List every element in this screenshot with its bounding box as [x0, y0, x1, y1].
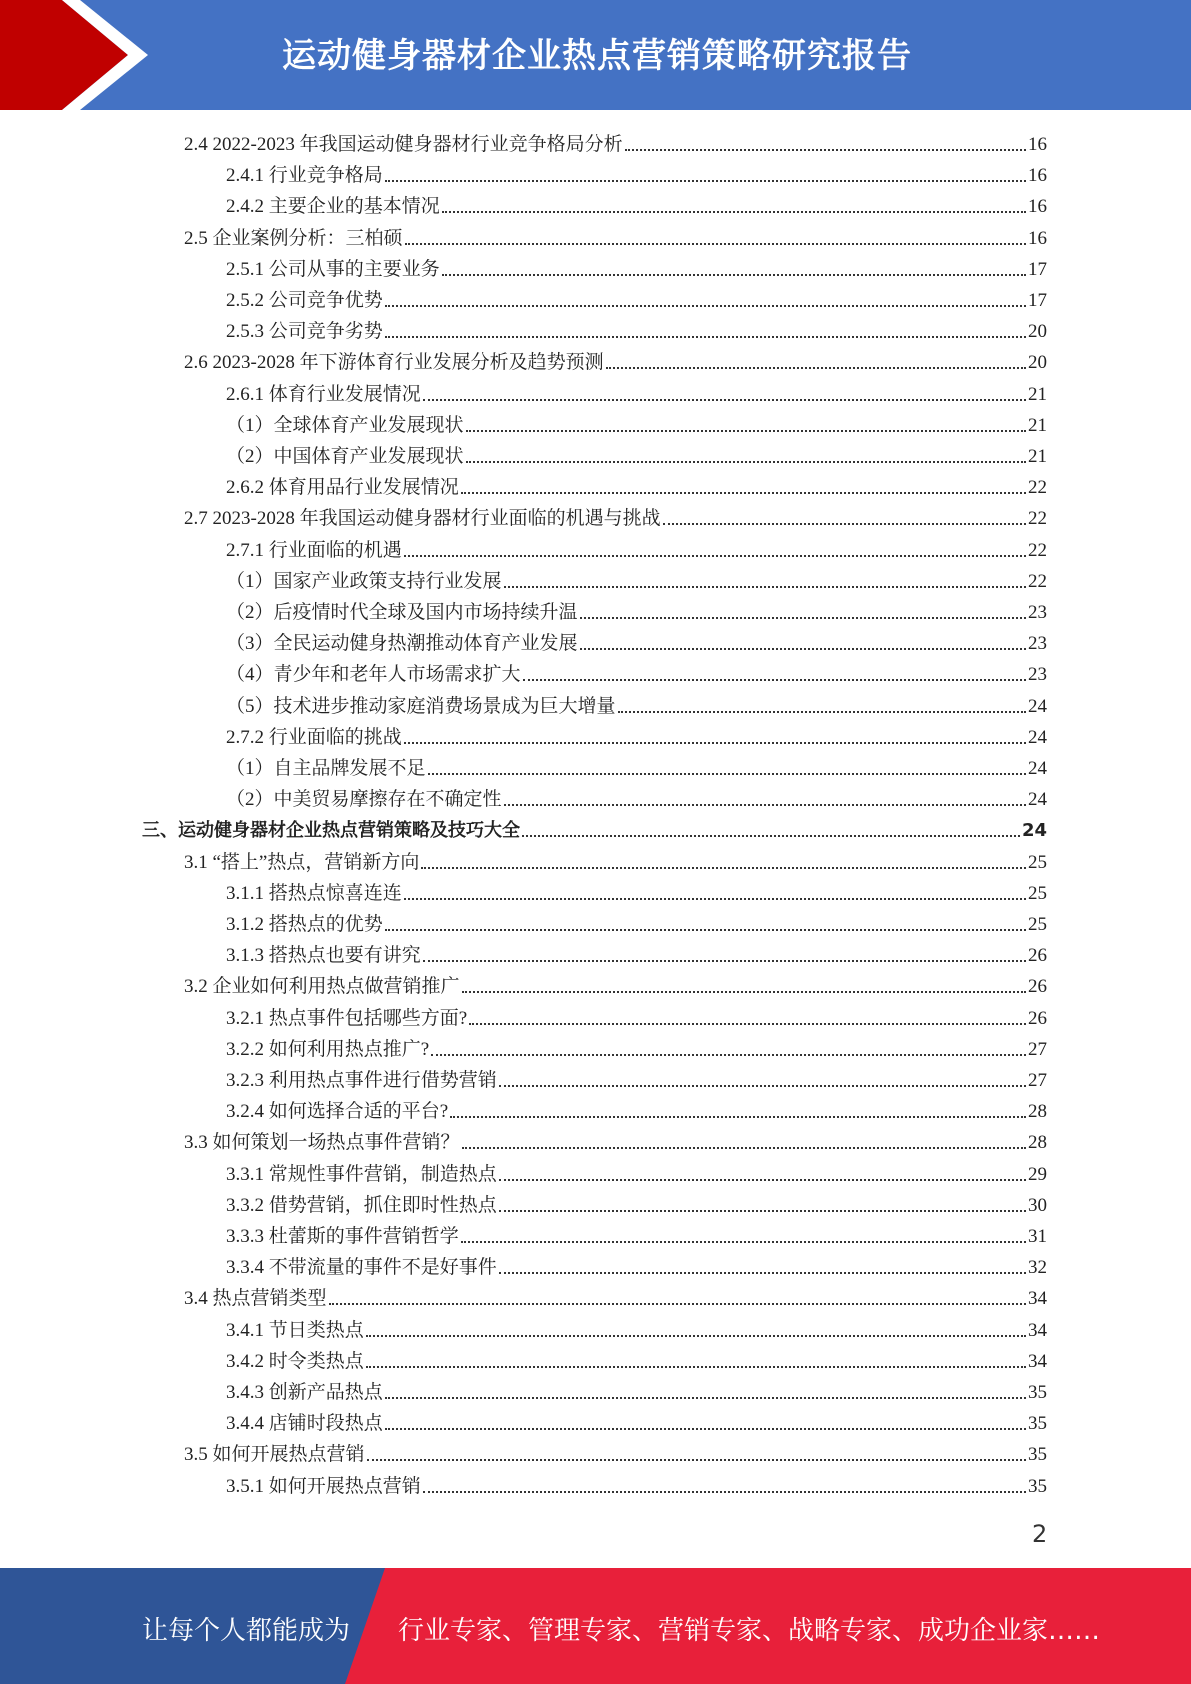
- toc-entry[interactable]: [226, 157, 1047, 188]
- toc-leader-dots: [499, 1084, 1026, 1087]
- toc-entry-title: （1）全球体育产业发展现状: [226, 414, 464, 436]
- toc-leader-dots: [522, 834, 1020, 837]
- toc-entry-title: 2.7.1 行业面临的机遇: [226, 539, 402, 561]
- toc-entry[interactable]: [226, 750, 1047, 781]
- toc-leader-dots: [499, 1209, 1026, 1212]
- toc-entry-page: 28: [1028, 1132, 1047, 1154]
- toc-entry-title: 2.5.2 公司竞争优势: [226, 290, 383, 311]
- toc-leader-dots: [523, 678, 1026, 681]
- toc-entry-page: 35: [1028, 1413, 1047, 1435]
- toc-leader-dots: [385, 1427, 1026, 1430]
- toc-entry[interactable]: [226, 1218, 1047, 1249]
- toc-leader-dots: [329, 1302, 1026, 1305]
- toc-entry-title: 3.5 如何开展热点营销: [184, 1444, 365, 1466]
- toc-entry-page: 22: [1028, 570, 1047, 592]
- toc-entry-title: 3.5.1 如何开展热点营销: [226, 1475, 421, 1497]
- toc-entry-page: 27: [1028, 1038, 1047, 1060]
- toc-leader-dots: [462, 1146, 1026, 1149]
- toc-entry-title: 3.2.3 利用热点事件进行借势营销: [226, 1070, 497, 1091]
- toc-leader-dots: [405, 242, 1026, 245]
- toc-entry[interactable]: [184, 500, 1047, 531]
- toc-entry-title: 2.6 2023-2028 年下游体育行业发展分析及趋势预测: [184, 352, 604, 374]
- toc-entry-page: 32: [1028, 1257, 1047, 1279]
- toc-entry[interactable]: [226, 781, 1047, 812]
- toc-entry-title: 3.2.2 如何利用热点推广?: [226, 1038, 430, 1060]
- page-number: 2: [1032, 1520, 1048, 1548]
- toc-leader-dots: [431, 1053, 1026, 1056]
- toc-leader-dots: [580, 616, 1026, 619]
- toc-entry-title: 2.5.3 公司竞争劣势: [226, 321, 383, 343]
- toc-entry-page: 24: [1028, 726, 1047, 748]
- toc-leader-dots: [461, 491, 1026, 494]
- toc-entry-title: 3.4.3 创新产品热点: [226, 1382, 383, 1403]
- toc-entry[interactable]: [226, 407, 1047, 438]
- toc-entry-page: 22: [1028, 477, 1047, 499]
- toc-entry[interactable]: [226, 1249, 1047, 1280]
- toc-entry-page: 35: [1028, 1382, 1047, 1403]
- toc-leader-dots: [423, 1490, 1026, 1493]
- toc-leader-dots: [385, 304, 1026, 307]
- toc-entry[interactable]: [184, 220, 1047, 251]
- toc-entry-title: 3.1.2 搭热点的优势: [226, 914, 383, 935]
- toc-leader-dots: [366, 1334, 1026, 1337]
- toc-entry-page: 24: [1028, 758, 1047, 779]
- toc-entry-page: 23: [1028, 602, 1047, 623]
- toc-entry[interactable]: [226, 313, 1047, 344]
- toc-entry[interactable]: [226, 532, 1047, 563]
- toc-entry-page: 25: [1028, 914, 1047, 935]
- footer-slogan-right: 行业专家、管理专家、营销专家、战略专家、成功企业家……: [398, 1616, 1101, 1646]
- toc-entry-page: 16: [1028, 196, 1047, 218]
- toc-entry-page: 20: [1028, 321, 1047, 343]
- toc-entry[interactable]: [226, 376, 1047, 407]
- toc-entry[interactable]: [184, 1124, 1047, 1155]
- toc-entry-title: （2）后疫情时代全球及国内市场持续升温: [226, 602, 578, 623]
- toc-entry[interactable]: [226, 1312, 1047, 1343]
- toc-entry[interactable]: [226, 1093, 1047, 1124]
- toc-entry[interactable]: [184, 968, 1047, 999]
- toc-leader-dots: [367, 1458, 1026, 1461]
- toc-entry-page: 26: [1028, 976, 1047, 998]
- toc-entry-title: 3.4.4 店铺时段热点: [226, 1413, 383, 1435]
- toc-entry-page: 25: [1028, 851, 1047, 873]
- arrow-decoration-icon: [0, 0, 160, 110]
- toc-entry[interactable]: [226, 594, 1047, 625]
- toc-entry[interactable]: [226, 1156, 1047, 1187]
- toc-entry[interactable]: [142, 812, 1047, 843]
- toc-entry-page: 29: [1028, 1163, 1047, 1185]
- toc-leader-dots: [423, 398, 1026, 401]
- toc-entry-page: 25: [1028, 882, 1047, 904]
- toc-entry-title: 3.4.1 节日类热点: [226, 1319, 364, 1341]
- toc-leader-dots: [499, 1178, 1026, 1181]
- toc-entry-page: 23: [1028, 633, 1047, 655]
- toc-entry-title: 3.4.2 时令类热点: [226, 1350, 364, 1372]
- toc-entry[interactable]: [184, 1436, 1047, 1467]
- toc-leader-dots: [404, 897, 1026, 900]
- toc-entry[interactable]: [226, 625, 1047, 656]
- toc-leader-dots: [461, 1240, 1026, 1243]
- toc-entry-title: 2.5 企业案例分析：三柏硕: [184, 227, 403, 249]
- toc-entry-page: 21: [1028, 383, 1047, 405]
- toc-entry[interactable]: [184, 126, 1047, 157]
- toc-entry-title: 3.3 如何策划一场热点事件营销？: [184, 1132, 460, 1154]
- toc-leader-dots: [450, 1115, 1026, 1118]
- toc-entry-page: 16: [1028, 227, 1047, 249]
- toc-leader-dots: [462, 990, 1026, 993]
- toc-leader-dots: [625, 148, 1026, 151]
- toc-leader-dots: [385, 1396, 1026, 1399]
- toc-entry[interactable]: [226, 1062, 1047, 1093]
- toc-entry[interactable]: [226, 1031, 1047, 1062]
- toc-entry[interactable]: [226, 1374, 1047, 1405]
- toc-entry-title: 3.3.3 杜蕾斯的事件营销哲学: [226, 1226, 459, 1247]
- page-header: [0, 0, 1191, 110]
- toc-entry-page: 21: [1028, 446, 1047, 467]
- toc-entry-title: 2.4.2 主要企业的基本情况: [226, 196, 440, 218]
- toc-entry-page: 17: [1028, 290, 1047, 311]
- toc-entry-title: （1）国家产业政策支持行业发展: [226, 570, 502, 592]
- toc-entry[interactable]: [226, 875, 1047, 906]
- toc-leader-dots: [404, 741, 1026, 744]
- toc-entry[interactable]: [226, 656, 1047, 687]
- toc-entry-page: 23: [1028, 664, 1047, 686]
- toc-entry-page: 21: [1028, 414, 1047, 436]
- toc-leader-dots: [385, 179, 1026, 182]
- toc-entry-title: （2）中国体育产业发展现状: [226, 446, 464, 467]
- toc-entry-title: 三、运动健身器材企业热点营销策略及技巧大全: [142, 820, 520, 842]
- toc-leader-dots: [442, 210, 1026, 213]
- toc-entry-page: 26: [1028, 1007, 1047, 1029]
- toc-entry-title: 3.3.2 借势营销，抓住即时性热点: [226, 1194, 497, 1216]
- toc-entry-title: 3.2 企业如何利用热点做营销推广: [184, 976, 460, 998]
- toc-leader-dots: [606, 366, 1026, 369]
- toc-leader-dots: [618, 710, 1026, 713]
- toc-entry-page: 22: [1028, 508, 1047, 530]
- toc-entry-title: 3.2.1 热点事件包括哪些方面?: [226, 1007, 468, 1029]
- toc-leader-dots: [469, 1022, 1026, 1025]
- toc-entry[interactable]: [226, 1000, 1047, 1031]
- toc-entry-title: 3.1 “搭上”热点，营销新方向: [184, 851, 420, 873]
- toc-entry-title: 2.7 2023-2028 年我国运动健身器材行业面临的机遇与挑战: [184, 508, 661, 530]
- footer-slogan-left: 让每个人都能成为: [142, 1616, 351, 1646]
- toc-leader-dots: [499, 1271, 1026, 1274]
- toc-entry[interactable]: [226, 469, 1047, 500]
- toc-entry-page: 24: [1028, 695, 1047, 717]
- toc-entry-title: 2.6.2 体育用品行业发展情况: [226, 477, 459, 499]
- toc-leader-dots: [504, 803, 1026, 806]
- page-footer: [0, 1568, 1191, 1684]
- toc-leader-dots: [366, 1365, 1026, 1368]
- toc-leader-dots: [385, 928, 1026, 931]
- toc-entry-page: 26: [1028, 945, 1047, 967]
- toc-entry-title: （1）自主品牌发展不足: [226, 758, 426, 779]
- toc-leader-dots: [504, 585, 1026, 588]
- toc-entry[interactable]: [226, 282, 1047, 313]
- toc-entry[interactable]: [226, 1468, 1047, 1499]
- toc-leader-dots: [580, 647, 1026, 650]
- toc-entry-title: （4）青少年和老年人市场需求扩大: [226, 664, 521, 686]
- toc-entry[interactable]: [226, 719, 1047, 750]
- toc-entry-title: （5）技术进步推动家庭消费场景成为巨大增量: [226, 695, 616, 717]
- toc-leader-dots: [466, 429, 1026, 432]
- toc-entry-page: 30: [1028, 1194, 1047, 1216]
- toc-entry-title: 2.6.1 体育行业发展情况: [226, 383, 421, 405]
- toc-entry-title: 3.1.1 搭热点惊喜连连: [226, 882, 402, 904]
- toc-entry[interactable]: [226, 906, 1047, 937]
- toc-entry-page: 34: [1028, 1350, 1047, 1372]
- toc-entry[interactable]: [226, 251, 1047, 282]
- toc-entry[interactable]: [226, 438, 1047, 469]
- toc-entry-page: 24: [1021, 820, 1047, 842]
- toc-entry[interactable]: [184, 344, 1047, 375]
- toc-entry-page: 31: [1028, 1226, 1047, 1247]
- toc-entry-page: 24: [1028, 789, 1047, 811]
- toc-leader-dots: [428, 772, 1026, 775]
- toc-entry[interactable]: [226, 937, 1047, 968]
- toc-entry-page: 16: [1028, 165, 1047, 187]
- toc-entry-page: 20: [1028, 352, 1047, 374]
- toc-leader-dots: [442, 273, 1026, 276]
- toc-entry[interactable]: [226, 1187, 1047, 1218]
- toc-entry[interactable]: [226, 188, 1047, 219]
- toc-entry[interactable]: [226, 1405, 1047, 1436]
- toc-entry-title: 3.1.3 搭热点也要有讲究: [226, 945, 421, 967]
- toc-entry-title: 3.4 热点营销类型: [184, 1288, 327, 1310]
- toc-entry-title: 3.2.4 如何选择合适的平台?: [226, 1101, 449, 1123]
- toc-entry[interactable]: [226, 1343, 1047, 1374]
- report-title: 运动健身器材企业热点营销策略研究报告: [282, 36, 912, 76]
- toc-entry[interactable]: [184, 1280, 1047, 1311]
- toc-entry-title: 2.4.1 行业竞争格局: [226, 165, 383, 187]
- toc-leader-dots: [663, 522, 1026, 525]
- toc-entry-page: 27: [1028, 1070, 1047, 1091]
- toc-entry-page: 34: [1028, 1319, 1047, 1341]
- toc-leader-dots: [423, 959, 1026, 962]
- toc-leader-dots: [404, 554, 1026, 557]
- toc-leader-dots: [466, 460, 1026, 463]
- toc-entry[interactable]: [226, 688, 1047, 719]
- toc-leader-dots: [421, 866, 1026, 869]
- toc-entry-page: 28: [1028, 1101, 1047, 1123]
- toc-entry-page: 35: [1028, 1475, 1047, 1497]
- toc-entry-title: （2）中美贸易摩擦存在不确定性: [226, 789, 502, 811]
- toc-entry-page: 22: [1028, 539, 1047, 561]
- toc-entry[interactable]: [184, 844, 1047, 875]
- toc-entry-title: （3）全民运动健身热潮推动体育产业发展: [226, 633, 578, 655]
- toc-entry-page: 17: [1028, 258, 1047, 280]
- toc-entry-title: 3.3.4 不带流量的事件不是好事件: [226, 1257, 497, 1279]
- toc-entry-title: 2.4 2022-2023 年我国运动健身器材行业竞争格局分析: [184, 134, 623, 155]
- toc-entry-title: 2.7.2 行业面临的挑战: [226, 726, 402, 748]
- toc-entry-page: 35: [1028, 1444, 1047, 1466]
- toc-entry-title: 3.3.1 常规性事件营销，制造热点: [226, 1163, 497, 1185]
- toc-entry[interactable]: [226, 563, 1047, 594]
- toc-entry-page: 34: [1028, 1288, 1047, 1310]
- toc-entry-page: 16: [1028, 134, 1047, 155]
- toc-entry-title: 2.5.1 公司从事的主要业务: [226, 258, 440, 280]
- toc-leader-dots: [385, 335, 1026, 338]
